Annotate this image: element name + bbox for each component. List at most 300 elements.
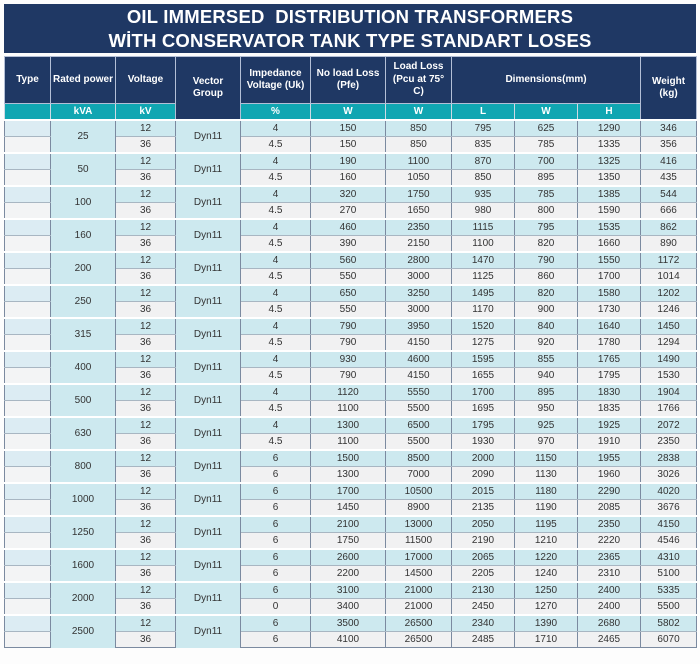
cell-vector-group: Dyn11 bbox=[176, 516, 241, 549]
page-title-line2: WİTH CONSERVATOR TANK TYPE STANDART LOSES bbox=[108, 29, 592, 51]
cell-impedance: 4.5 bbox=[241, 203, 311, 220]
cell-vector-group: Dyn11 bbox=[176, 384, 241, 417]
cell-voltage: 12 bbox=[116, 549, 176, 566]
cell-dim-l: 1170 bbox=[452, 302, 515, 319]
cell-type bbox=[5, 533, 51, 550]
cell-voltage: 12 bbox=[116, 351, 176, 368]
cell-dim-l: 1700 bbox=[452, 384, 515, 401]
cell-weight: 5100 bbox=[641, 566, 697, 583]
cell-vector-group: Dyn11 bbox=[176, 252, 241, 285]
cell-no-load-loss: 1100 bbox=[311, 434, 386, 451]
cell-dim-l: 2450 bbox=[452, 599, 515, 616]
cell-dim-w: 840 bbox=[515, 318, 578, 335]
cell-weight: 862 bbox=[641, 219, 697, 236]
cell-dim-w: 1130 bbox=[515, 467, 578, 484]
cell-type bbox=[5, 566, 51, 583]
cell-load-loss: 7000 bbox=[386, 467, 452, 484]
cell-dim-h: 1325 bbox=[578, 153, 641, 170]
cell-no-load-loss: 2100 bbox=[311, 516, 386, 533]
cell-load-loss: 26500 bbox=[386, 632, 452, 648]
cell-rated-power: 500 bbox=[51, 384, 116, 417]
cell-impedance: 4.5 bbox=[241, 137, 311, 154]
cell-voltage: 12 bbox=[116, 417, 176, 434]
cell-voltage: 12 bbox=[116, 384, 176, 401]
cell-dim-h: 2365 bbox=[578, 549, 641, 566]
cell-no-load-loss: 460 bbox=[311, 219, 386, 236]
cell-impedance: 6 bbox=[241, 450, 311, 467]
cell-dim-w: 1710 bbox=[515, 632, 578, 648]
cell-dim-w: 790 bbox=[515, 252, 578, 269]
cell-voltage: 36 bbox=[116, 236, 176, 253]
table-row bbox=[5, 318, 697, 335]
cell-dim-l: 850 bbox=[452, 170, 515, 187]
cell-weight: 544 bbox=[641, 186, 697, 203]
unit-power: kVA bbox=[51, 104, 116, 121]
cell-dim-h: 2290 bbox=[578, 483, 641, 500]
cell-dim-h: 1835 bbox=[578, 401, 641, 418]
cell-load-loss: 850 bbox=[386, 137, 452, 154]
cell-dim-w: 785 bbox=[515, 137, 578, 154]
cell-vector-group: Dyn11 bbox=[176, 186, 241, 219]
cell-dim-h: 1960 bbox=[578, 467, 641, 484]
cell-voltage: 12 bbox=[116, 219, 176, 236]
header-load-loss: Load Loss (Pcu at 75° C) bbox=[386, 57, 452, 104]
unit-dim-w: W bbox=[515, 104, 578, 121]
cell-weight: 3676 bbox=[641, 500, 697, 517]
cell-dim-l: 2485 bbox=[452, 632, 515, 648]
header-rated-power: Rated power bbox=[51, 57, 116, 104]
cell-impedance: 4 bbox=[241, 219, 311, 236]
cell-dim-w: 1210 bbox=[515, 533, 578, 550]
cell-dim-l: 935 bbox=[452, 186, 515, 203]
cell-impedance: 4 bbox=[241, 318, 311, 335]
unit-dim-h: H bbox=[578, 104, 641, 121]
cell-no-load-loss: 3500 bbox=[311, 615, 386, 632]
spec-table-body bbox=[5, 120, 697, 648]
cell-dim-l: 2015 bbox=[452, 483, 515, 500]
cell-impedance: 6 bbox=[241, 615, 311, 632]
cell-weight: 1904 bbox=[641, 384, 697, 401]
cell-no-load-loss: 1100 bbox=[311, 401, 386, 418]
cell-load-loss: 3250 bbox=[386, 285, 452, 302]
cell-dim-l: 2340 bbox=[452, 615, 515, 632]
cell-no-load-loss: 650 bbox=[311, 285, 386, 302]
cell-rated-power: 2500 bbox=[51, 615, 116, 648]
cell-type bbox=[5, 252, 51, 269]
cell-weight: 1246 bbox=[641, 302, 697, 319]
cell-dim-h: 1780 bbox=[578, 335, 641, 352]
header-weight: Weight (kg) bbox=[641, 57, 697, 121]
table-row bbox=[5, 153, 697, 170]
cell-no-load-loss: 320 bbox=[311, 186, 386, 203]
cell-voltage: 12 bbox=[116, 318, 176, 335]
cell-no-load-loss: 1750 bbox=[311, 533, 386, 550]
cell-voltage: 36 bbox=[116, 170, 176, 187]
cell-weight: 2072 bbox=[641, 417, 697, 434]
cell-weight: 666 bbox=[641, 203, 697, 220]
cell-voltage: 36 bbox=[116, 203, 176, 220]
cell-dim-l: 1695 bbox=[452, 401, 515, 418]
unit-impedance: % bbox=[241, 104, 311, 121]
cell-impedance: 4 bbox=[241, 384, 311, 401]
cell-rated-power: 160 bbox=[51, 219, 116, 252]
cell-load-loss: 5550 bbox=[386, 384, 452, 401]
header-row bbox=[5, 57, 697, 104]
unit-dim-l: L bbox=[452, 104, 515, 121]
cell-voltage: 12 bbox=[116, 516, 176, 533]
cell-impedance: 6 bbox=[241, 533, 311, 550]
cell-type bbox=[5, 417, 51, 434]
cell-dim-l: 1125 bbox=[452, 269, 515, 286]
cell-rated-power: 25 bbox=[51, 120, 116, 153]
cell-type bbox=[5, 137, 51, 154]
cell-weight: 416 bbox=[641, 153, 697, 170]
cell-load-loss: 1750 bbox=[386, 186, 452, 203]
cell-load-loss: 13000 bbox=[386, 516, 452, 533]
cell-load-loss: 14500 bbox=[386, 566, 452, 583]
cell-vector-group: Dyn11 bbox=[176, 318, 241, 351]
cell-load-loss: 2350 bbox=[386, 219, 452, 236]
cell-no-load-loss: 2200 bbox=[311, 566, 386, 583]
cell-dim-l: 1655 bbox=[452, 368, 515, 385]
cell-weight: 1530 bbox=[641, 368, 697, 385]
cell-type bbox=[5, 269, 51, 286]
cell-dim-w: 795 bbox=[515, 219, 578, 236]
cell-type bbox=[5, 186, 51, 203]
cell-rated-power: 200 bbox=[51, 252, 116, 285]
cell-no-load-loss: 390 bbox=[311, 236, 386, 253]
cell-no-load-loss: 550 bbox=[311, 302, 386, 319]
cell-no-load-loss: 3100 bbox=[311, 582, 386, 599]
cell-type bbox=[5, 516, 51, 533]
cell-dim-l: 2065 bbox=[452, 549, 515, 566]
cell-dim-w: 625 bbox=[515, 120, 578, 137]
cell-vector-group: Dyn11 bbox=[176, 285, 241, 318]
cell-impedance: 6 bbox=[241, 500, 311, 517]
cell-vector-group: Dyn11 bbox=[176, 450, 241, 483]
cell-voltage: 12 bbox=[116, 483, 176, 500]
cell-voltage: 36 bbox=[116, 434, 176, 451]
cell-rated-power: 2000 bbox=[51, 582, 116, 615]
header-dimensions: Dimensions(mm) bbox=[452, 57, 641, 104]
cell-no-load-loss: 1300 bbox=[311, 417, 386, 434]
cell-weight: 435 bbox=[641, 170, 697, 187]
cell-weight: 6070 bbox=[641, 632, 697, 648]
cell-voltage: 12 bbox=[116, 252, 176, 269]
cell-dim-h: 2350 bbox=[578, 516, 641, 533]
cell-dim-h: 1550 bbox=[578, 252, 641, 269]
cell-impedance: 6 bbox=[241, 467, 311, 484]
cell-load-loss: 1050 bbox=[386, 170, 452, 187]
cell-type bbox=[5, 236, 51, 253]
cell-dim-l: 795 bbox=[452, 120, 515, 137]
cell-dim-h: 1640 bbox=[578, 318, 641, 335]
cell-dim-l: 835 bbox=[452, 137, 515, 154]
cell-weight: 2838 bbox=[641, 450, 697, 467]
cell-dim-h: 1910 bbox=[578, 434, 641, 451]
cell-impedance: 6 bbox=[241, 632, 311, 648]
cell-impedance: 4 bbox=[241, 120, 311, 137]
cell-dim-l: 1520 bbox=[452, 318, 515, 335]
cell-type bbox=[5, 351, 51, 368]
unit-no-load: W bbox=[311, 104, 386, 121]
table-row bbox=[5, 351, 697, 368]
cell-no-load-loss: 790 bbox=[311, 335, 386, 352]
cell-voltage: 12 bbox=[116, 120, 176, 137]
cell-no-load-loss: 1120 bbox=[311, 384, 386, 401]
unit-load-loss: W bbox=[386, 104, 452, 121]
cell-rated-power: 1600 bbox=[51, 549, 116, 582]
cell-load-loss: 8900 bbox=[386, 500, 452, 517]
cell-dim-w: 895 bbox=[515, 384, 578, 401]
cell-rated-power: 250 bbox=[51, 285, 116, 318]
cell-dim-h: 1765 bbox=[578, 351, 641, 368]
cell-type bbox=[5, 219, 51, 236]
cell-voltage: 36 bbox=[116, 269, 176, 286]
cell-dim-h: 1955 bbox=[578, 450, 641, 467]
cell-dim-h: 1535 bbox=[578, 219, 641, 236]
cell-dim-l: 1115 bbox=[452, 219, 515, 236]
cell-dim-w: 1240 bbox=[515, 566, 578, 583]
cell-load-loss: 2150 bbox=[386, 236, 452, 253]
cell-rated-power: 800 bbox=[51, 450, 116, 483]
cell-impedance: 4 bbox=[241, 351, 311, 368]
cell-dim-w: 1390 bbox=[515, 615, 578, 632]
cell-type bbox=[5, 632, 51, 648]
cell-dim-l: 2050 bbox=[452, 516, 515, 533]
cell-vector-group: Dyn11 bbox=[176, 351, 241, 384]
cell-no-load-loss: 550 bbox=[311, 269, 386, 286]
cell-dim-w: 925 bbox=[515, 417, 578, 434]
cell-rated-power: 1000 bbox=[51, 483, 116, 516]
cell-type bbox=[5, 203, 51, 220]
cell-impedance: 4.5 bbox=[241, 434, 311, 451]
cell-dim-w: 1190 bbox=[515, 500, 578, 517]
cell-load-loss: 1650 bbox=[386, 203, 452, 220]
cell-voltage: 36 bbox=[116, 467, 176, 484]
cell-no-load-loss: 4100 bbox=[311, 632, 386, 648]
cell-dim-w: 1195 bbox=[515, 516, 578, 533]
cell-type bbox=[5, 401, 51, 418]
cell-dim-w: 860 bbox=[515, 269, 578, 286]
cell-load-loss: 4150 bbox=[386, 368, 452, 385]
cell-weight: 4020 bbox=[641, 483, 697, 500]
cell-load-loss: 3000 bbox=[386, 302, 452, 319]
header-impedance-voltage: Impedance Voltage (Uk) bbox=[241, 57, 311, 104]
table-row bbox=[5, 120, 697, 137]
cell-voltage: 12 bbox=[116, 285, 176, 302]
cell-impedance: 4.5 bbox=[241, 302, 311, 319]
cell-load-loss: 26500 bbox=[386, 615, 452, 632]
cell-dim-l: 2135 bbox=[452, 500, 515, 517]
cell-no-load-loss: 150 bbox=[311, 120, 386, 137]
cell-impedance: 4.5 bbox=[241, 401, 311, 418]
cell-vector-group: Dyn11 bbox=[176, 582, 241, 615]
cell-load-loss: 21000 bbox=[386, 582, 452, 599]
cell-vector-group: Dyn11 bbox=[176, 549, 241, 582]
cell-weight: 4150 bbox=[641, 516, 697, 533]
cell-load-loss: 17000 bbox=[386, 549, 452, 566]
cell-vector-group: Dyn11 bbox=[176, 153, 241, 186]
cell-dim-w: 920 bbox=[515, 335, 578, 352]
cell-load-loss: 2800 bbox=[386, 252, 452, 269]
cell-voltage: 36 bbox=[116, 401, 176, 418]
unit-type-empty bbox=[5, 104, 51, 121]
cell-voltage: 12 bbox=[116, 615, 176, 632]
cell-load-loss: 5500 bbox=[386, 401, 452, 418]
cell-dim-l: 1100 bbox=[452, 236, 515, 253]
cell-vector-group: Dyn11 bbox=[176, 120, 241, 153]
cell-type bbox=[5, 153, 51, 170]
cell-load-loss: 21000 bbox=[386, 599, 452, 616]
transformer-spec-table bbox=[4, 56, 697, 648]
cell-impedance: 6 bbox=[241, 566, 311, 583]
cell-dim-h: 1700 bbox=[578, 269, 641, 286]
cell-type bbox=[5, 285, 51, 302]
cell-type bbox=[5, 549, 51, 566]
page-title-line1: OIL IMMERSED DISTRIBUTION TRANSFORMERS bbox=[126, 6, 574, 28]
cell-voltage: 36 bbox=[116, 335, 176, 352]
cell-voltage: 12 bbox=[116, 186, 176, 203]
cell-load-loss: 3000 bbox=[386, 269, 452, 286]
cell-no-load-loss: 1700 bbox=[311, 483, 386, 500]
cell-load-loss: 5500 bbox=[386, 434, 452, 451]
table-row bbox=[5, 549, 697, 566]
cell-no-load-loss: 2600 bbox=[311, 549, 386, 566]
cell-impedance: 4.5 bbox=[241, 269, 311, 286]
cell-dim-h: 1580 bbox=[578, 285, 641, 302]
cell-voltage: 36 bbox=[116, 137, 176, 154]
cell-dim-h: 1660 bbox=[578, 236, 641, 253]
cell-rated-power: 315 bbox=[51, 318, 116, 351]
cell-type bbox=[5, 599, 51, 616]
cell-dim-l: 1930 bbox=[452, 434, 515, 451]
cell-type bbox=[5, 170, 51, 187]
cell-load-loss: 11500 bbox=[386, 533, 452, 550]
cell-dim-h: 1925 bbox=[578, 417, 641, 434]
cell-voltage: 36 bbox=[116, 599, 176, 616]
cell-type bbox=[5, 302, 51, 319]
cell-voltage: 12 bbox=[116, 153, 176, 170]
cell-dim-w: 820 bbox=[515, 236, 578, 253]
table-row bbox=[5, 219, 697, 236]
cell-dim-h: 1590 bbox=[578, 203, 641, 220]
cell-dim-h: 1830 bbox=[578, 384, 641, 401]
cell-rated-power: 100 bbox=[51, 186, 116, 219]
cell-load-loss: 3950 bbox=[386, 318, 452, 335]
cell-voltage: 12 bbox=[116, 582, 176, 599]
cell-weight: 356 bbox=[641, 137, 697, 154]
cell-dim-w: 895 bbox=[515, 170, 578, 187]
header-no-load-loss: No load Loss (Pfe) bbox=[311, 57, 386, 104]
cell-no-load-loss: 3400 bbox=[311, 599, 386, 616]
cell-voltage: 36 bbox=[116, 632, 176, 648]
table-row bbox=[5, 252, 697, 269]
table-row bbox=[5, 582, 697, 599]
cell-no-load-loss: 560 bbox=[311, 252, 386, 269]
cell-dim-l: 980 bbox=[452, 203, 515, 220]
cell-dim-h: 2680 bbox=[578, 615, 641, 632]
cell-dim-h: 2465 bbox=[578, 632, 641, 648]
cell-no-load-loss: 270 bbox=[311, 203, 386, 220]
cell-load-loss: 850 bbox=[386, 120, 452, 137]
table-row bbox=[5, 516, 697, 533]
cell-impedance: 4 bbox=[241, 285, 311, 302]
cell-no-load-loss: 160 bbox=[311, 170, 386, 187]
cell-dim-l: 2130 bbox=[452, 582, 515, 599]
cell-impedance: 4.5 bbox=[241, 170, 311, 187]
cell-type bbox=[5, 318, 51, 335]
cell-impedance: 6 bbox=[241, 582, 311, 599]
cell-type bbox=[5, 500, 51, 517]
cell-type bbox=[5, 450, 51, 467]
units-row bbox=[5, 104, 697, 121]
cell-no-load-loss: 930 bbox=[311, 351, 386, 368]
cell-dim-h: 2400 bbox=[578, 582, 641, 599]
cell-weight: 5802 bbox=[641, 615, 697, 632]
cell-weight: 1014 bbox=[641, 269, 697, 286]
cell-dim-w: 785 bbox=[515, 186, 578, 203]
cell-vector-group: Dyn11 bbox=[176, 417, 241, 450]
cell-impedance: 6 bbox=[241, 516, 311, 533]
cell-no-load-loss: 1300 bbox=[311, 467, 386, 484]
cell-vector-group: Dyn11 bbox=[176, 219, 241, 252]
table-row bbox=[5, 285, 697, 302]
cell-dim-h: 1335 bbox=[578, 137, 641, 154]
cell-dim-h: 2310 bbox=[578, 566, 641, 583]
cell-dim-l: 2190 bbox=[452, 533, 515, 550]
cell-dim-h: 2400 bbox=[578, 599, 641, 616]
cell-dim-h: 2085 bbox=[578, 500, 641, 517]
cell-voltage: 12 bbox=[116, 450, 176, 467]
cell-no-load-loss: 1500 bbox=[311, 450, 386, 467]
cell-dim-l: 2205 bbox=[452, 566, 515, 583]
cell-impedance: 4 bbox=[241, 153, 311, 170]
header-voltage: Voltage bbox=[116, 57, 176, 104]
cell-impedance: 4.5 bbox=[241, 368, 311, 385]
cell-voltage: 36 bbox=[116, 533, 176, 550]
cell-vector-group: Dyn11 bbox=[176, 615, 241, 648]
cell-rated-power: 400 bbox=[51, 351, 116, 384]
cell-weight: 1490 bbox=[641, 351, 697, 368]
page-title bbox=[4, 4, 696, 53]
cell-weight: 4310 bbox=[641, 549, 697, 566]
cell-type bbox=[5, 467, 51, 484]
cell-load-loss: 4150 bbox=[386, 335, 452, 352]
cell-dim-h: 1795 bbox=[578, 368, 641, 385]
cell-dim-l: 1470 bbox=[452, 252, 515, 269]
cell-impedance: 4 bbox=[241, 186, 311, 203]
cell-dim-h: 2220 bbox=[578, 533, 641, 550]
cell-dim-w: 820 bbox=[515, 285, 578, 302]
cell-type bbox=[5, 368, 51, 385]
cell-dim-w: 1180 bbox=[515, 483, 578, 500]
cell-dim-l: 1595 bbox=[452, 351, 515, 368]
cell-voltage: 36 bbox=[116, 302, 176, 319]
cell-weight: 346 bbox=[641, 120, 697, 137]
cell-load-loss: 6500 bbox=[386, 417, 452, 434]
cell-dim-l: 2090 bbox=[452, 467, 515, 484]
cell-dim-h: 1730 bbox=[578, 302, 641, 319]
cell-dim-w: 950 bbox=[515, 401, 578, 418]
cell-dim-l: 1275 bbox=[452, 335, 515, 352]
cell-impedance: 6 bbox=[241, 549, 311, 566]
cell-dim-l: 870 bbox=[452, 153, 515, 170]
cell-weight: 890 bbox=[641, 236, 697, 253]
cell-load-loss: 4600 bbox=[386, 351, 452, 368]
cell-voltage: 36 bbox=[116, 500, 176, 517]
cell-no-load-loss: 790 bbox=[311, 318, 386, 335]
